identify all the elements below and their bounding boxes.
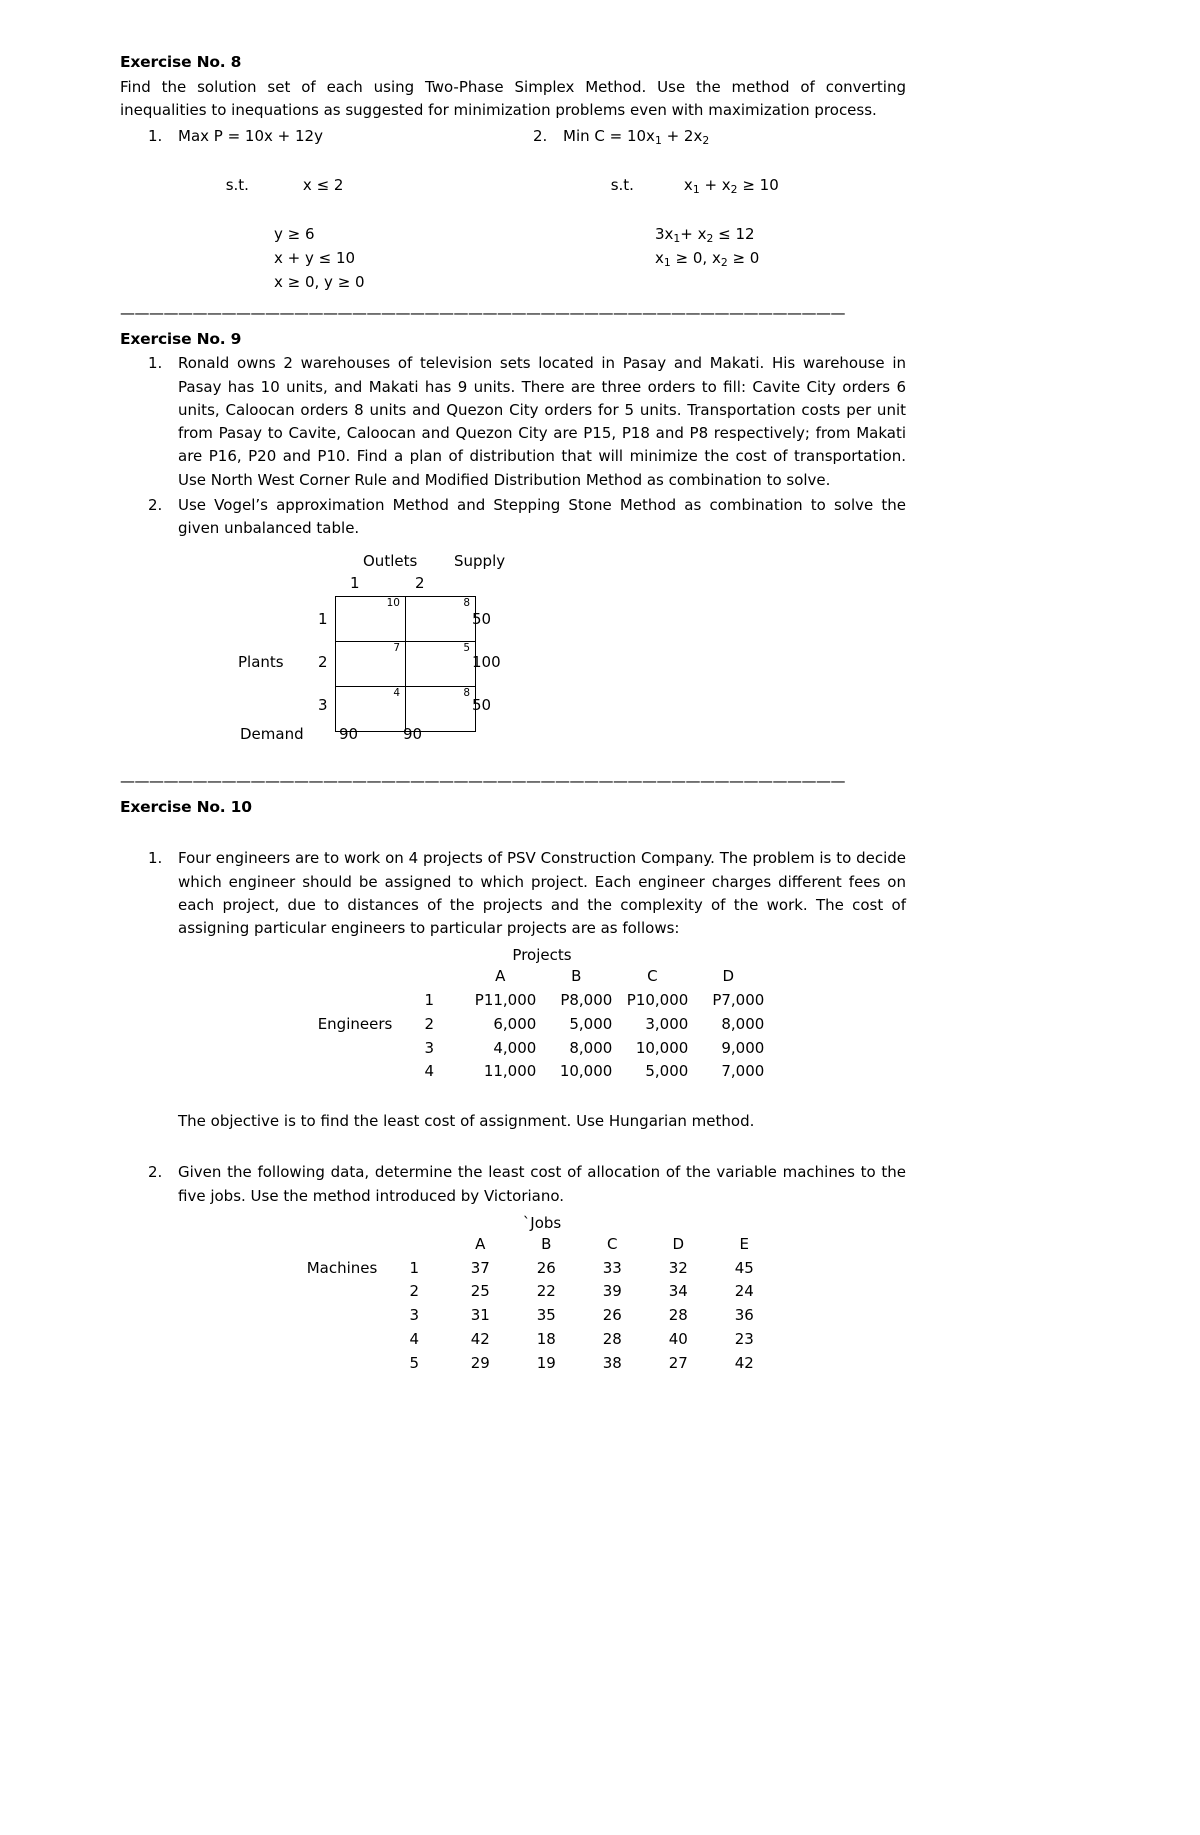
exercise-8-intro: Find the solution set of each using Two-Phase Simplex Method. Use the method of converting inequalities to inequations as suggested for minimization problems even with maximization process.: [120, 77, 906, 120]
machine-3-e: 36: [734, 1306, 754, 1325]
machine-row-id-3: 3: [409, 1306, 420, 1325]
engineers-col-c: C: [647, 967, 658, 986]
exercise-10-list: [120, 847, 906, 1375]
table-row: [336, 597, 476, 642]
hungarian-method-note: The objective is to find the least cost of assignment. Use Hungarian method.: [178, 1112, 755, 1131]
machine-5-d: 27: [668, 1353, 688, 1372]
plant-row-label-1: 1: [318, 610, 328, 629]
transportation-cost-grid: [335, 596, 476, 732]
engineer-2-c: 3,000: [645, 1014, 689, 1033]
exercise-10-item-1-text: Four engineers are to work on 4 projects of PSV Construction Company. The problem is to decide which engineer should be assigned to which project. Each engineer charges different fees on each project, due to distances of the projects and the complexity of the work. The cost of assigning particular engineers to particular projects are as follows:: [178, 849, 906, 938]
machine-5-a: 29: [470, 1353, 490, 1372]
machine-3-d: 28: [668, 1306, 688, 1325]
table-row: [307, 1280, 778, 1304]
plant-row-label-2: 2: [318, 653, 328, 672]
cost-cell-3-1: 4: [336, 687, 406, 732]
lp-problem-2-objective: Min $C = 10x_1 + 2x_2$: [563, 127, 710, 148]
cost-cell-1-2: 8: [406, 597, 476, 642]
engineer-2-b: 5,000: [569, 1014, 613, 1033]
machine-4-a: 42: [470, 1329, 490, 1348]
machines-table-title: `Jobs: [522, 1213, 562, 1232]
machine-3-a: 31: [470, 1306, 490, 1325]
exercise-9-item-2: [120, 494, 906, 541]
engineer-2-a: 6,000: [493, 1014, 537, 1033]
exercise-9-list: [120, 352, 906, 540]
table-row: [307, 1352, 778, 1376]
machine-row-id-1: 1: [409, 1258, 420, 1277]
machine-4-c: 28: [602, 1329, 622, 1348]
outlet-column-header-1: 1: [350, 574, 360, 593]
table-row: [318, 1060, 767, 1084]
engineer-3-c: 10,000: [635, 1038, 689, 1057]
exercise-10-item-2: [120, 1161, 906, 1375]
machine-1-c: 33: [602, 1258, 622, 1277]
table-row: [307, 1328, 778, 1352]
lp-problem-1-st-label: s.t.: [225, 176, 249, 195]
lp-problem-1-objective: Max P = 10x + 12y: [178, 127, 323, 146]
engineer-row-id-1: 1: [424, 991, 435, 1010]
machine-row-id-2: 2: [409, 1282, 420, 1301]
machine-5-e: 42: [734, 1353, 754, 1372]
engineer-4-a: 11,000: [483, 1062, 537, 1081]
lp-problem-2-constraint-1: $x_1 + x_2 \ge 10$: [683, 176, 779, 197]
machine-1-e: 45: [734, 1258, 754, 1277]
section-divider-2: ——————————————————————————————————————————————————: [120, 773, 845, 791]
engineers-table-title: Projects: [512, 946, 572, 965]
lp-problem-1-marker: 1.: [148, 127, 163, 146]
supply-value-2: 100: [472, 653, 501, 672]
exercise-9-heading: Exercise No. 9: [120, 329, 242, 348]
transportation-table: [120, 552, 906, 744]
machine-2-c: 39: [602, 1282, 622, 1301]
exercise-10-item-2-text: Given the following data, determine the least cost of allocation of the variable machines to the five jobs. Use the method introduced by Victoriano.: [178, 1163, 906, 1205]
engineer-2-d: 8,000: [721, 1014, 765, 1033]
exercise-8-heading: Exercise No. 8: [120, 53, 242, 71]
jobs-col-b: B: [541, 1234, 552, 1253]
engineer-4-b: 10,000: [559, 1062, 613, 1081]
exercise-8-problems: [120, 124, 906, 294]
exercise-10-item-1-marker: 1.: [148, 849, 163, 868]
machine-4-e: 23: [734, 1329, 754, 1348]
lp-problem-1-constraint-1: x ≤ 2: [302, 176, 344, 195]
machine-2-b: 22: [536, 1282, 556, 1301]
lp-problem-2-st-label: s.t.: [610, 176, 634, 195]
machine-1-b: 26: [536, 1258, 556, 1277]
table-row: [318, 1037, 767, 1061]
lp-problem-1-constraint-4: x ≥ 0, y ≥ 0: [274, 273, 365, 292]
table-row: [307, 1304, 778, 1328]
lp-problem-1: [120, 124, 513, 294]
lp-problem-1-constraint-2: y ≥ 6: [274, 224, 315, 243]
jobs-col-a: A: [475, 1234, 486, 1253]
machine-5-b: 19: [536, 1353, 556, 1372]
exercise-10-item-2-marker: 2.: [148, 1163, 163, 1182]
machine-1-a: 37: [470, 1258, 490, 1277]
supply-value-3: 50: [472, 696, 492, 715]
lp-problem-1-constraint-3: x + y ≤ 10: [274, 248, 356, 267]
engineer-row-id-4: 4: [424, 1062, 435, 1081]
table-header-row: [307, 1233, 778, 1257]
exercise-10-item-1: [120, 847, 906, 1133]
engineer-1-b: P8,000: [560, 991, 613, 1010]
machine-5-c: 38: [602, 1353, 622, 1372]
engineer-3-d: 9,000: [721, 1038, 765, 1057]
machines-jobs-table: [178, 1214, 906, 1376]
machine-row-id-4: 4: [409, 1329, 420, 1348]
outlet-column-header-2: 2: [415, 574, 425, 593]
plant-row-label-3: 3: [318, 696, 328, 715]
cost-cell-2-1: 7: [336, 642, 406, 687]
demand-value-1: 90: [339, 725, 359, 744]
section-divider-1: ——————————————————————————————————————————————————: [120, 304, 845, 322]
supply-label: Supply: [454, 552, 506, 571]
engineers-col-b: B: [571, 967, 582, 986]
engineers-col-a: A: [495, 967, 506, 986]
machine-2-e: 24: [734, 1282, 754, 1301]
engineer-row-id-3: 3: [424, 1038, 435, 1057]
demand-label: Demand: [240, 725, 304, 744]
lp-problem-2-marker: 2.: [533, 127, 548, 146]
machine-2-d: 34: [668, 1282, 688, 1301]
machine-2-a: 25: [470, 1282, 490, 1301]
jobs-col-c: C: [607, 1234, 618, 1253]
engineers-cost-table: [178, 946, 906, 1084]
table-row: [318, 989, 767, 1013]
machine-3-c: 26: [602, 1306, 622, 1325]
engineer-4-c: 5,000: [645, 1062, 689, 1081]
document-content: [120, 52, 906, 1377]
jobs-col-d: D: [672, 1234, 685, 1253]
exercise-9-item-1-marker: 1.: [148, 354, 163, 373]
cost-cell-3-2: 8: [406, 687, 476, 732]
demand-value-2: 90: [403, 725, 423, 744]
plants-label: Plants: [238, 653, 284, 672]
exercise-9-item-1-text: Ronald owns 2 warehouses of television sets located in Pasay and Makati. His warehouse in Pasay has 10 units, and Makati has 9 units. There are three orders to fill: Cavite City orders 6 units, Caloocan orders 8 units and Quezon City orders for 5 units. Transportation costs per unit from Pasay to Cavite, Caloocan and Quezon City are P15, P18 and P8 respectively; from Makati are P16, P20 and P10. Find a plan of distribution that will minimize the cost of transportation. Use North West Corner Rule and Modified Distribution Method as combination to solve.: [178, 354, 906, 489]
machine-row-id-5: 5: [409, 1353, 420, 1372]
engineer-3-b: 8,000: [569, 1038, 613, 1057]
lp-problem-2: [513, 124, 906, 294]
engineer-row-id-2: 2: [424, 1014, 435, 1033]
machine-3-b: 35: [536, 1306, 556, 1325]
outlets-label: Outlets: [363, 552, 418, 571]
engineers-side-label: Engineers: [317, 1014, 393, 1033]
exercise-9-item-1: [120, 352, 906, 492]
exercise-9-item-2-marker: 2.: [148, 495, 163, 514]
engineer-1-c: P10,000: [626, 991, 689, 1010]
engineer-1-a: P11,000: [474, 991, 537, 1010]
lp-problem-2-constraint-2: $3x_1+ x_2 \le 12$: [655, 224, 755, 245]
engineer-4-d: 7,000: [721, 1062, 765, 1081]
machine-4-d: 40: [668, 1329, 688, 1348]
machines-side-label: Machines: [306, 1258, 378, 1277]
supply-value-1: 50: [472, 610, 492, 629]
lp-problem-2-constraint-3: $x_1 \ge 0$, $x_2 \ge 0$: [655, 248, 760, 269]
table-header-row: [318, 965, 767, 989]
engineer-3-a: 4,000: [493, 1038, 537, 1057]
cost-cell-1-1: 10: [336, 597, 406, 642]
machine-4-b: 18: [536, 1329, 556, 1348]
table-row: [318, 1013, 767, 1037]
exercise-10-heading: Exercise No. 10: [120, 798, 252, 817]
table-row: [336, 642, 476, 687]
engineer-1-d: P7,000: [712, 991, 765, 1010]
exercise-9-item-2-text: Use Vogel’s approximation Method and Stepping Stone Method as combination to solve the given unbalanced table.: [178, 495, 906, 538]
machine-1-d: 32: [668, 1258, 688, 1277]
cost-cell-2-2: 5: [406, 642, 476, 687]
engineers-col-d: D: [722, 967, 735, 986]
jobs-col-e: E: [739, 1234, 750, 1253]
table-row: [307, 1257, 778, 1281]
